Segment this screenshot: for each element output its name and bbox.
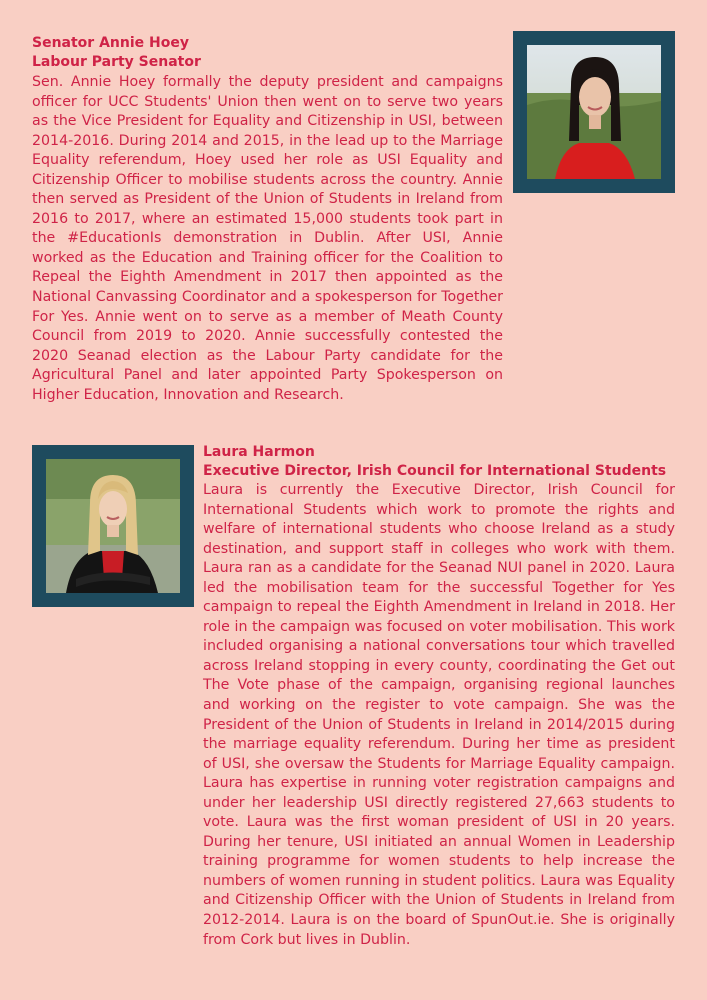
person1-portrait-photo xyxy=(527,45,661,179)
person1-role: Labour Party Senator xyxy=(32,54,201,70)
person2-name: Laura Harmon xyxy=(203,444,315,460)
person1-photo-frame xyxy=(513,31,675,193)
person1-name: Senator Annie Hoey xyxy=(32,35,189,51)
person2-photo-frame xyxy=(32,445,194,607)
person2-role: Executive Director, Irish Council for International Students xyxy=(203,463,667,479)
person2-bio: Laura is currently the Executive Director, Irish Council for International Students which work to promote the rights and welfare of international students who choose Ireland as a study destination, and support staff in colleges who work with them. Laura ran as a candidate for the Seanad NUI panel in 2020. Laura led the mobilisation team for the successful Together for Yes campaign to repeal the Eighth Amendment in Ireland in 2018. Her role in the campaign was focused on voter mobilisation. This work included organising a national conversations tour which travelled across Ireland stopping in every county, coordinating the Get out The Vote phase of the campaign, organising regional launches and working on the register to vote campaign. She was the President of the Union of Students in Ireland in 2014/2015 during the marriage equality referendum. During her time as president of USI, she oversaw the Students for Marriage Equality campaign. Laura has expertise in running voter registration campaigns and under her leadership USI directly registered 27,663 students to vote. Laura was the first woman president of USI in 20 years. During her tenure, USI initiated an annual Women in Leadership training programme for women students to help increase the numbers of women running in student politics. Laura was Equality and Citizenship Officer with the Union of Students in Ireland from 2012-2014. Laura is on the board of SpunOut.ie. She is originally from Cork but lives in Dublin. xyxy=(203,482,675,948)
person2-portrait-photo xyxy=(46,459,180,593)
person1-bio: Sen. Annie Hoey formally the deputy president and campaigns officer for UCC Students' Union then went on to serve two years as the Vice President for Equality and Citizenship in USI, between 2014-2016. During 2014 and 2015, in the lead up to the Marriage Equality referendum, Hoey used her role as USI Equality and Citizenship Officer to mobilise students across the country. Annie then served as President of the Union of Students in Ireland from 2016 to 2017, where an estimated 15,000 students took part in the #EducationIs demonstration in Dublin. After USI, Annie worked as the Education and Training officer for the Coalition to Repeal the Eighth Amendment in 2017 then appointed as the National Canvassing Coordinator and a spokesperson for Together For Yes. Annie went on to serve as a member of Meath County Council from 2019 to 2020. Annie successfully contested the 2020 Seanad election as the Labour Party candidate for the Agricultural Panel and later appointed Party Spokesperson on Higher Education, Innovation and Research. xyxy=(32,74,503,403)
